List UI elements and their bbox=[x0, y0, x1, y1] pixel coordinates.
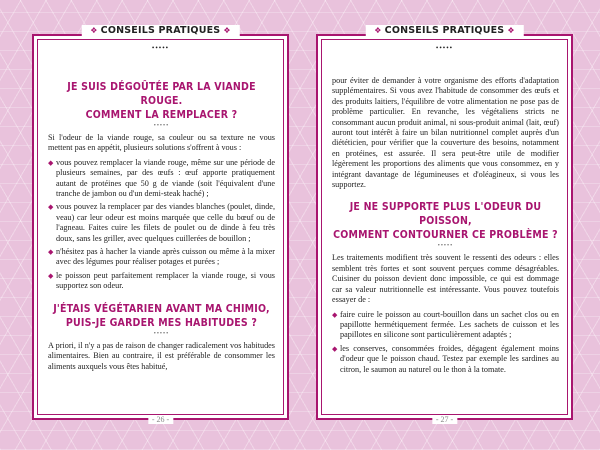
left-page bbox=[32, 25, 289, 424]
answer-text: A priori, il n'y a pas de raison de changer radicalement vos habitudes alimentaires. Bien au contraire, il est préférable de consommer les aliments auxquels vous êtes habitué, bbox=[48, 340, 275, 371]
list-item: ◆ n'hésitez pas à hacher la viande après cuisson ou même à la mixer avec des légumes pour réaliser potages et purées ; bbox=[48, 247, 275, 267]
diamond-bullet-icon: ◆ bbox=[48, 248, 54, 257]
question-title: JE SUIS DÉGOÛTÉE PAR LA VIANDE ROUGE. COMMENT LA REMPLACER ? bbox=[67, 81, 256, 121]
dots-ornament: ••••• bbox=[151, 44, 170, 52]
page-number: - 27 - bbox=[432, 415, 457, 424]
answer-text: Si l'odeur de la viande rouge, sa couleur ou sa texture ne vous mettent pas en appétit, plusieurs solutions s'offrent à vous : ◆ vous pouvez remplacer la viande rouge, même sur une période de plusieurs semaines, par des œufs : œuf apporte pratiquement autant de protéines que 50 g de viande (soit l'équivalent d'une tranche de jambon ou d'un demi-steak haché) ; ◆ vous pouvez la remplacer par des viandes blanches (poulet, dinde, veau) car leur odeur est moins marquée que celle du bœuf ou de l'agneau. Faites cuire les filets de poulet ou de dinde à feu très doux, sans les griller, avec quelques cuillerées de bouillon ; ◆ n'hésitez pas à hacher la viande après cuisson ou même à la mixer avec des légumes pour réaliser potages et purées ; ◆ le poisson peut parfaitement remplacer la viande rouge, si vous supportez son odeur. bbox=[48, 133, 275, 291]
list-item: ◆ les conserves, consommées froides, dégagent également moins d'odeur que le poisson chaud. Testez par exemple les sardines au citron, le saumon au naturel ou le thon à la tomate. bbox=[332, 343, 559, 374]
diamond-bullet-icon: ◆ bbox=[332, 310, 338, 319]
diamond-icon: ❖ bbox=[223, 26, 231, 35]
dots-ornament: ••••• bbox=[435, 44, 454, 52]
diamond-bullet-icon: ◆ bbox=[332, 344, 338, 353]
list-item: ◆ vous pouvez la remplacer par des viandes blanches (poulet, dinde, veau) car leur odeur est moins marquée que celle du bœuf ou de l'agneau. Faites cuire les filets de poulet ou de dinde à feu très doux, sans les griller, avec quelques cuillerées de bouillon ; bbox=[48, 202, 275, 243]
right-page bbox=[316, 25, 573, 424]
list-item: ◆ faire cuire le poisson au court-bouillon dans un sachet clos ou en papillotte hermétiquement fermée. Les sachets de cuisson et les papillotes en silicone sont particulièrement adaptés ; bbox=[332, 309, 559, 340]
question-title: JE NE SUPPORTE PLUS L'ODEUR DU POISSON, COMMENT CONTOURNER CE PROBLÈME ? bbox=[333, 201, 558, 242]
answer-text: Les traitements modifient très souvent le ressenti des odeurs : elles semblent très fortes et sont souvent perçues comme désagréables. Cuisiner du poisson devient donc impossible, ce qui est dommage car sa valeur nutritionnelle est intéressante. Vous pouvez toutefois essayer de : ◆ faire cuire le poisson au court-bouillon dans un sachet clos ou en papillotte hermétiquement fermée. Les sachets de cuisson et les papillotes en silicone sont particulièrement adaptés ; ◆ les conserves, consommées froides, dégagent également moins d'odeur que le poisson chaud. Testez par exemple les sardines au citron, le saumon au naturel ou le thon à la tomate. bbox=[332, 253, 559, 374]
list-item: ◆ le poisson peut parfaitement remplacer la viande rouge, si vous supportez son odeur. bbox=[48, 270, 275, 291]
section-header: ❖ CONSEILS PRATIQUES ❖ bbox=[81, 25, 239, 36]
diamond-bullet-icon: ◆ bbox=[48, 203, 54, 212]
diamond-icon: ❖ bbox=[507, 26, 515, 35]
separator-ornament: ••••• bbox=[153, 330, 170, 337]
diamond-icon: ❖ bbox=[90, 26, 98, 35]
question-title: J'ÉTAIS VÉGÉTARIEN AVANT MA CHIMIO, PUIS-JE GARDER MES HABITUDES ? bbox=[53, 302, 270, 329]
page-number: - 26 - bbox=[148, 415, 173, 424]
diamond-bullet-icon: ◆ bbox=[48, 158, 54, 167]
separator-ornament: ••••• bbox=[437, 243, 454, 250]
answer-text: pour éviter de demander à votre organisme des efforts d'adaptation supplémentaires. Si vous avez l'habitude de consommer des œufs et des produits laitiers, l'équilibre de votre alimentation ne pose pas de problème particulier. En revanche, les végétaliens stricts ne consommant aucun produit animal, ni sous-produit animal (lait, œuf) auront tout intérêt à faire un bilan nutritionnel complet auprès d'un diététicien, pour vérifier que la couverture des besoins, notamment en protéines, est assurée. Il sera peut-être utile de modifier légèrement les proportions des aliments que vous consommez, en y intégrant davantage de légumineuses et d'oléagineux, si vous les supportez. bbox=[332, 76, 559, 190]
diamond-bullet-icon: ◆ bbox=[48, 271, 54, 280]
section-header: ❖ CONSEILS PRATIQUES ❖ bbox=[365, 25, 523, 36]
separator-ornament: ••••• bbox=[153, 123, 170, 129]
diamond-icon: ❖ bbox=[374, 26, 382, 35]
list-item: ◆ vous pouvez remplacer la viande rouge, même sur une période de plusieurs semaines, par des œufs : œuf apporte pratiquement autant de protéines que 50 g de viande (soit l'équivalent d'une tranche de jambon ou d'un demi-steak haché) ; bbox=[48, 157, 275, 199]
